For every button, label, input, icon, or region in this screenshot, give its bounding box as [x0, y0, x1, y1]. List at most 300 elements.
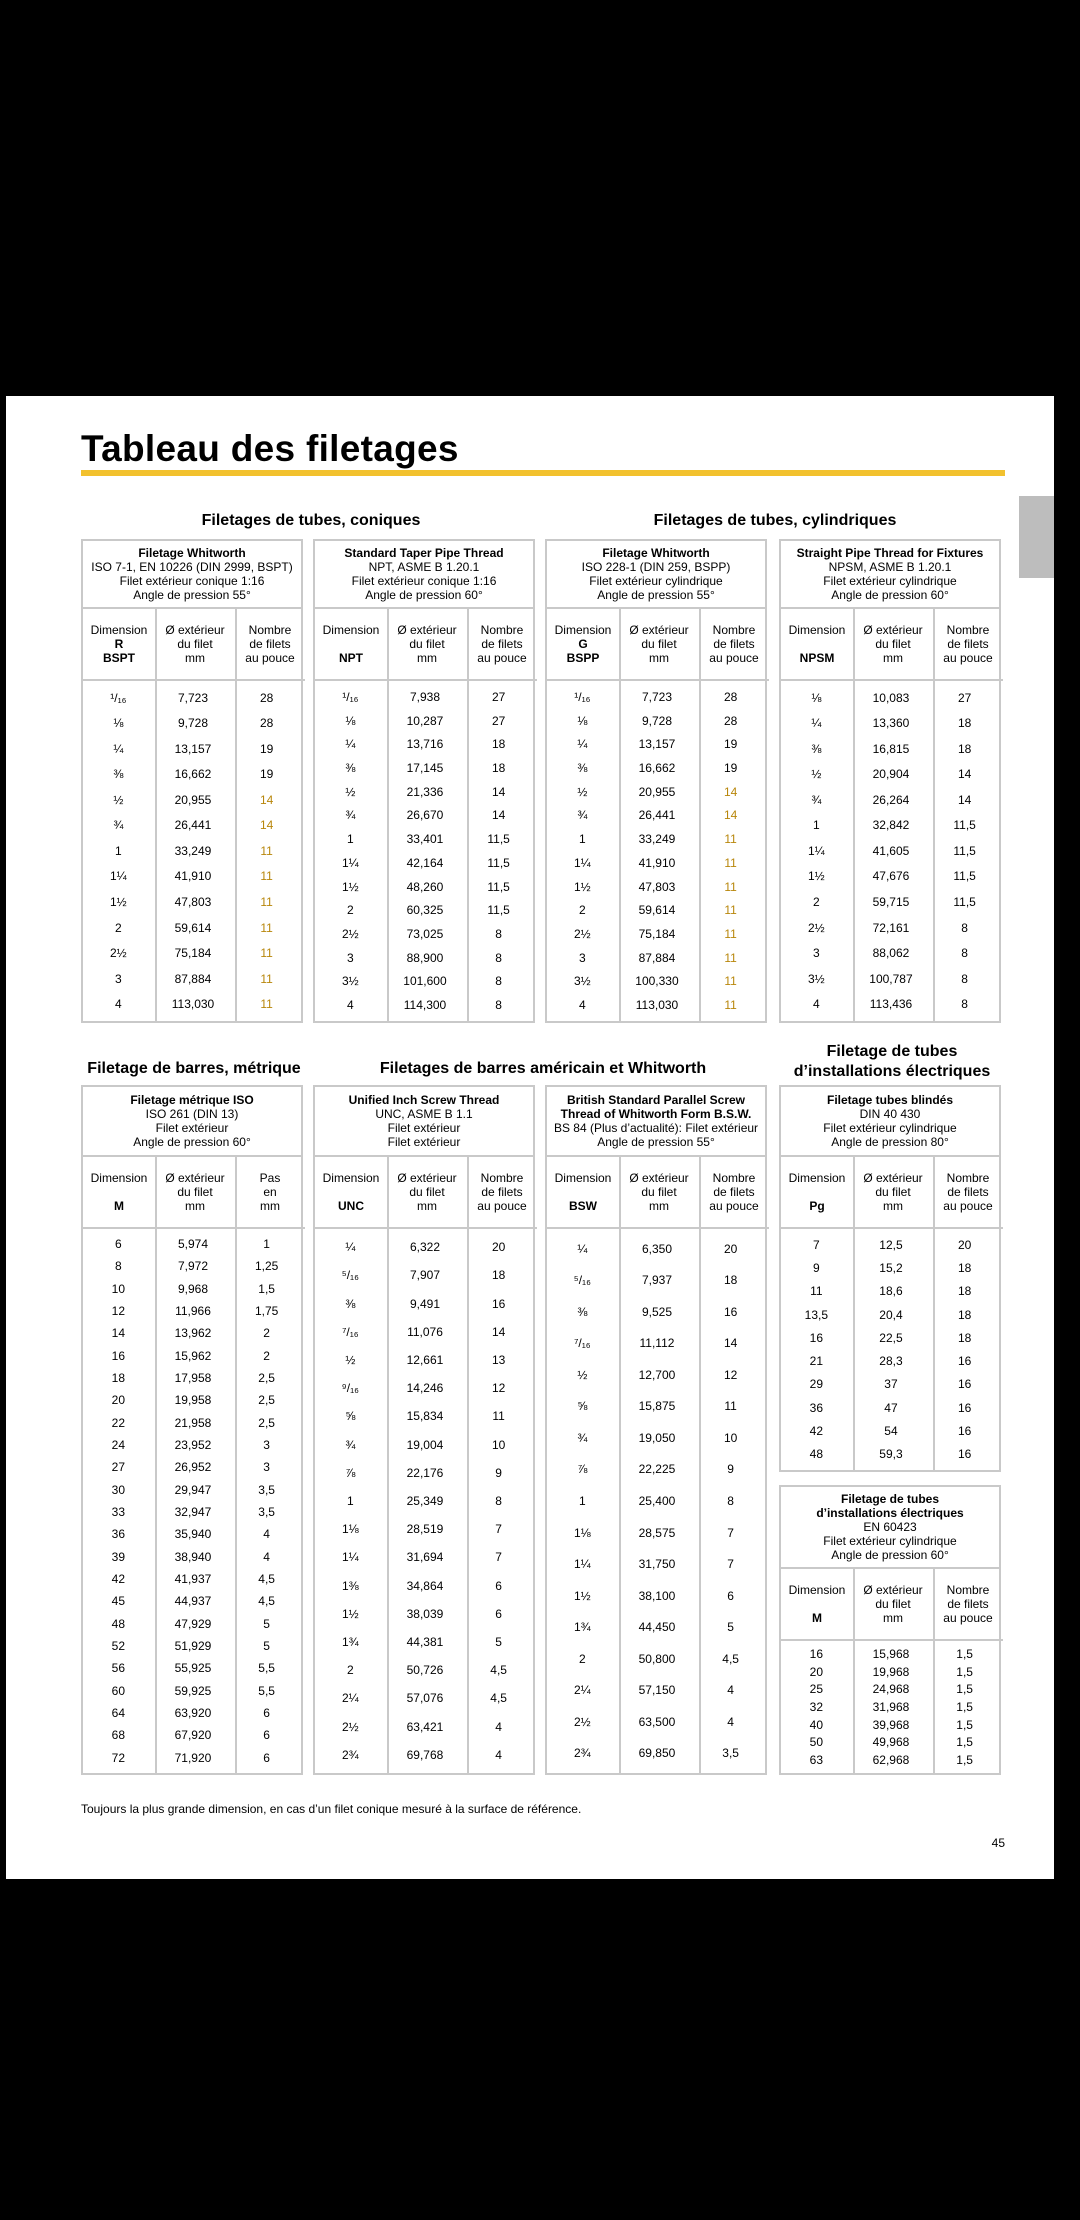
table-cell: 48 [111, 1616, 126, 1631]
footnote: Toujours la plus grande dimension, en cas d’un filet conique mesuré à la surface de référence. [81, 1802, 582, 1816]
table-cell: 1 [115, 843, 122, 858]
column-header-line: Nombre [946, 1583, 990, 1597]
table-row [315, 1712, 533, 1740]
table-row [83, 1702, 301, 1724]
table-cell: 28 [259, 716, 274, 731]
table-row [315, 1233, 533, 1261]
table-cell: 12 [491, 1381, 506, 1396]
table-cell: 4 [263, 1549, 270, 1564]
table-cell: 8 [495, 974, 502, 989]
table-cell: 33,401 [406, 832, 444, 847]
table-cell: ¹/₁₆ [574, 689, 591, 704]
column-header-line: BSPP [566, 651, 600, 665]
table-header-line: Filet extérieur [155, 1121, 229, 1135]
table-cell: 2½ [574, 1714, 591, 1729]
table-cell: 17,958 [174, 1371, 212, 1386]
table-cell: 1 [579, 832, 586, 847]
table-cell: 18 [957, 1307, 972, 1322]
table-cell: 34,864 [406, 1578, 444, 1593]
table-row [781, 1326, 999, 1349]
table-header-line: ISO 261 (DIN 13) [145, 1107, 239, 1121]
table-cell: ⁵/₁₆ [573, 1273, 591, 1288]
column-header [619, 1157, 699, 1229]
table-row [547, 685, 765, 709]
table-header-line: British Standard Parallel Screw [566, 1093, 746, 1107]
table-cell: 13 [491, 1352, 506, 1367]
table-cell: 63,500 [638, 1714, 676, 1729]
table-row [315, 922, 533, 946]
table-cell: 7 [495, 1550, 502, 1565]
table-cell: 27 [491, 713, 506, 728]
table-cell: ¹/₁₆ [110, 690, 127, 705]
table-row [547, 1296, 765, 1328]
column-header [933, 609, 1003, 681]
table-row [315, 851, 533, 875]
table-row [83, 1546, 301, 1568]
column-header-line: du filet [875, 637, 911, 651]
table-cell: 18 [957, 716, 972, 731]
table-row [83, 1724, 301, 1746]
table-cell: 62,968 [872, 1753, 910, 1768]
table-cell: 9,728 [177, 716, 208, 731]
table-cell: 4 [347, 998, 354, 1013]
table-cell: ¾ [577, 808, 588, 823]
table-header-line: Filet extérieur [387, 1135, 461, 1149]
column-header-line: mm [417, 651, 437, 665]
table-row [547, 1485, 765, 1517]
table-cell: 3,5 [258, 1482, 275, 1497]
table-header-line: Filetage métrique ISO [130, 1093, 254, 1107]
table-row [83, 1300, 301, 1322]
table-cell: ¾ [113, 818, 124, 833]
table-cell: 2,5 [258, 1393, 275, 1408]
table-cell: 13,5 [804, 1307, 829, 1322]
table-header-line: Angle de pression 60° [133, 1135, 251, 1149]
table-cell: ⅜ [811, 741, 822, 756]
table-row [547, 875, 765, 899]
table-cell: 16,662 [174, 767, 212, 782]
table-cell: 4,5 [490, 1691, 507, 1706]
table-row [781, 1373, 999, 1396]
table-cell: 16 [957, 1377, 972, 1392]
table-cell: 1 [263, 1237, 270, 1252]
table-cell: 44,381 [406, 1634, 444, 1649]
table-cell: 27 [957, 690, 972, 705]
table-cell: 114,300 [403, 998, 447, 1013]
table-cell: 33,249 [638, 832, 676, 847]
table-cell: 71,920 [174, 1750, 212, 1765]
table-cell: ½ [577, 1367, 588, 1382]
table-row [315, 1374, 533, 1402]
table-cell: 6 [263, 1750, 270, 1765]
table-cell: 7,723 [641, 689, 672, 704]
table-row [781, 1680, 999, 1698]
table-cell: 16 [809, 1330, 824, 1345]
table-cell: 14,246 [406, 1381, 444, 1396]
table-header-line: Filet extérieur cylindrique [823, 1121, 957, 1135]
table-cell: 28 [723, 713, 738, 728]
table-cell: 19 [259, 741, 274, 756]
table-row [83, 1635, 301, 1657]
table-row [83, 736, 301, 762]
table-row [547, 1265, 765, 1297]
table-row [781, 889, 999, 915]
table-row [547, 922, 765, 946]
table-cell: 5 [263, 1616, 270, 1631]
table-cell: 15,875 [638, 1399, 676, 1414]
table-row [83, 1345, 301, 1367]
table-header-line: Angle de pression 60° [831, 588, 949, 602]
table-cell: 1 [813, 818, 820, 833]
table-cell: 60,325 [406, 903, 444, 918]
table-cell: 50,726 [406, 1663, 444, 1678]
table-cell: 1½ [342, 879, 359, 894]
table-cell: 3 [813, 946, 820, 961]
table-cell: 16 [957, 1424, 972, 1439]
table-header-line: Filet extérieur cylindrique [823, 1534, 957, 1548]
table-row [83, 940, 301, 966]
column-header [387, 609, 467, 681]
table-cell: 1½ [808, 869, 825, 884]
table-row [547, 1233, 765, 1265]
column-header [853, 1157, 933, 1229]
table-row [547, 1674, 765, 1706]
table-cell: 12 [111, 1304, 126, 1319]
table-cell: 18 [723, 1273, 738, 1288]
table-cell: 47,676 [872, 869, 910, 884]
column-header-line: de filets [947, 1597, 989, 1611]
table-row [547, 1580, 765, 1612]
column-header-line: mm [883, 1199, 903, 1213]
table-cell: 26,670 [406, 808, 444, 823]
table-cell: ¼ [113, 741, 124, 756]
column-header-line: au pouce [477, 1199, 527, 1213]
table-cell: 7,723 [177, 690, 208, 705]
table-cell: 20 [957, 1237, 972, 1252]
column-header-line: Dimension [554, 1171, 612, 1185]
table-cell: 1,5 [956, 1700, 973, 1715]
table-cell: 52 [111, 1639, 126, 1654]
table-cell: 69,850 [638, 1746, 676, 1761]
table-cell: 7,972 [177, 1259, 208, 1274]
table-row [83, 1412, 301, 1434]
table-cell: 11,076 [407, 1324, 443, 1339]
table-row [315, 1515, 533, 1543]
table-cell: ½ [345, 1352, 356, 1367]
table-cell: 5,974 [177, 1237, 208, 1252]
table-cell: 1½ [110, 895, 127, 910]
table-cell: 9,728 [641, 713, 672, 728]
table-cell: 11,5 [487, 903, 510, 918]
column-header [853, 609, 933, 681]
table-row [83, 991, 301, 1017]
table-header [781, 541, 999, 609]
table-row [83, 966, 301, 992]
table-row [781, 685, 999, 711]
table-cell: 2 [347, 903, 354, 918]
table-cell: 10,083 [872, 690, 910, 705]
column-header-line: Dimension [322, 1171, 380, 1185]
table-cell: ¼ [345, 737, 356, 752]
column-header-line: M [114, 1199, 124, 1213]
table-body [83, 1233, 301, 1769]
table-cell: 8 [961, 946, 968, 961]
table-cell: ⁹/₁₆ [341, 1381, 360, 1396]
table-cell: 11 [724, 879, 737, 894]
table-cell: ⅜ [577, 1304, 588, 1319]
column-header [933, 1157, 1003, 1229]
table-header-line: Filetage de tubes [840, 1492, 940, 1506]
table-cell: 27 [111, 1460, 126, 1475]
column-header [155, 609, 235, 681]
table-cell: 29,947 [174, 1482, 212, 1497]
table-row [315, 1656, 533, 1684]
table-cell: 14 [259, 818, 274, 833]
table-cell: 26,264 [872, 792, 910, 807]
table-cell: 1,5 [956, 1753, 973, 1768]
table-cell: 5 [495, 1634, 502, 1649]
table-header-line: Angle de pression 55° [597, 1135, 715, 1149]
table-cell: 16 [957, 1354, 972, 1369]
table-cell: 13,157 [174, 741, 212, 756]
column-header-line: de filets [481, 1185, 523, 1199]
table-cell: 4,5 [490, 1663, 507, 1678]
table-row [315, 1346, 533, 1374]
table-cell: 3,5 [258, 1505, 275, 1520]
table-cell: 15,968 [872, 1646, 910, 1661]
table-body [83, 685, 301, 1017]
column-header [781, 609, 853, 681]
table-cell: 39 [111, 1549, 126, 1564]
table-cell: ½ [577, 784, 588, 799]
column-header-line: au pouce [943, 651, 993, 665]
table-row [83, 1657, 301, 1679]
table-cell: 1¾ [342, 1634, 359, 1649]
table-row [315, 685, 533, 709]
table-cell: 38,100 [638, 1588, 676, 1603]
column-header-line: Ø extérieur [397, 623, 457, 637]
column-header [155, 1157, 235, 1229]
column-header-line: BSPT [102, 651, 135, 665]
table-cell: 14 [491, 808, 506, 823]
table-row [547, 1359, 765, 1391]
table-cell: 1,5 [956, 1664, 973, 1679]
section-title-americain: Filetages de barres américain et Whitworth [379, 1060, 707, 1077]
table-cell: 12,5 [879, 1237, 903, 1252]
table-cell: 20,904 [872, 767, 910, 782]
table-cell: 6 [115, 1237, 122, 1252]
table-body [547, 685, 765, 1017]
table-header-line: Angle de pression 55° [133, 588, 251, 602]
table-cell: 6 [727, 1588, 734, 1603]
column-header [235, 609, 305, 681]
table-cell: 11 [260, 946, 273, 961]
table-row [83, 1278, 301, 1300]
table-cell: 36 [809, 1400, 824, 1415]
table-row [547, 1738, 765, 1770]
table-cell: 16,662 [638, 761, 676, 776]
table-row [83, 1434, 301, 1456]
table-cell: 20,4 [879, 1307, 903, 1322]
table-row [83, 838, 301, 864]
table-header-line: Thread of Whitworth Form B.S.W. [560, 1107, 752, 1121]
table-header-line: DIN 40 430 [859, 1107, 921, 1121]
table-cell: 31,968 [872, 1700, 910, 1715]
table-cell: 28 [723, 689, 738, 704]
table-cell: 1¼ [342, 855, 359, 870]
table-cell: 31,750 [638, 1557, 676, 1572]
column-header-line: au pouce [709, 1199, 759, 1213]
table-row [315, 898, 533, 922]
table-cell: 113,436 [869, 997, 913, 1012]
table-row [547, 1422, 765, 1454]
table-row [83, 813, 301, 839]
table-row [315, 1628, 533, 1656]
table-row [781, 1303, 999, 1326]
column-header-line: au pouce [943, 1199, 993, 1213]
table-row [83, 1233, 301, 1255]
table-cell: ⁷/₁₆ [574, 1336, 591, 1351]
table-cell: 14 [957, 792, 972, 807]
table-cell: ¾ [345, 1437, 356, 1452]
table-cell: 13,157 [638, 737, 676, 752]
table-cell: 64 [111, 1706, 126, 1721]
table-cell: 22,176 [406, 1465, 444, 1480]
table-cell: 11 [260, 843, 273, 858]
table-row [315, 1487, 533, 1515]
table-row [781, 736, 999, 762]
side-tab-marker [1019, 496, 1054, 578]
table-row [781, 915, 999, 941]
table-cell: ¼ [345, 1240, 356, 1255]
table-row [781, 1280, 999, 1303]
table-row [547, 1328, 765, 1360]
table-body [781, 685, 999, 1017]
table-cell: 4,5 [258, 1594, 275, 1609]
table-cell: 38,039 [406, 1606, 444, 1621]
table-cell: 1 [347, 832, 354, 847]
column-header-line: au pouce [943, 1611, 993, 1625]
table-header-line: BS 84 (Plus d’actualité): Filet extérieur [553, 1121, 759, 1135]
table-header-line: Filet extérieur cylindrique [589, 574, 723, 588]
table-cell: 11 [724, 855, 737, 870]
table-cell: 75,184 [174, 946, 212, 961]
table-body [315, 685, 533, 1017]
table-cell: 9 [727, 1462, 734, 1477]
table-cell: 88,900 [406, 950, 444, 965]
table-cell: 2 [579, 1651, 586, 1666]
table-cell: 3½ [808, 971, 825, 986]
table-cell: 68 [111, 1728, 126, 1743]
table-cell: 15,2 [879, 1260, 903, 1275]
table-cell: 7 [495, 1522, 502, 1537]
table-row [547, 898, 765, 922]
table-row [781, 1443, 999, 1466]
table-row [315, 1430, 533, 1458]
column-header-line: Nombre [712, 1171, 756, 1185]
table-row [83, 1456, 301, 1478]
table-cell: 22,5 [879, 1330, 903, 1345]
table-row [83, 889, 301, 915]
column-header-line: Dimension [90, 623, 148, 637]
table-cell: 27 [491, 689, 506, 704]
table-cell: 1 [347, 1493, 354, 1508]
table-cell: 72,161 [872, 920, 910, 935]
table-cell: 2,5 [258, 1371, 275, 1386]
column-header-line: de filets [713, 637, 755, 651]
table-cell: 40 [809, 1717, 824, 1732]
table-cell: 11 [260, 997, 273, 1012]
table-cell: 11,5 [487, 879, 510, 894]
section-title-cylindriques: Filetages de tubes, cylindriques [653, 512, 897, 529]
column-header-line: du filet [177, 637, 213, 651]
table-cell: 88,062 [872, 946, 910, 961]
table-header [781, 1487, 999, 1569]
table-cell: 17,145 [406, 761, 444, 776]
table-cell: 1,75 [254, 1304, 279, 1319]
column-header-line: Nombre [248, 623, 292, 637]
table-row [315, 946, 533, 970]
table-cell: 113,030 [635, 998, 679, 1013]
table-cell: 11 [724, 832, 737, 847]
column-header-line: au pouce [245, 651, 295, 665]
table-cell: 1¾ [574, 1620, 591, 1635]
table-cell: 25,349 [406, 1493, 444, 1508]
table-cell: 13,360 [872, 716, 910, 731]
table-header-line: EN 60423 [863, 1520, 917, 1534]
table-cell: 42 [809, 1424, 824, 1439]
table-cell: 4 [263, 1527, 270, 1542]
table-cell: 12,661 [406, 1352, 444, 1367]
table-cell: 73,025 [406, 927, 444, 942]
table-cell: 25,400 [638, 1494, 676, 1509]
table-row [781, 864, 999, 890]
table-body [547, 1233, 765, 1769]
table-header-line: Filetage tubes blindés [826, 1093, 954, 1107]
table-cell: 1,25 [254, 1259, 279, 1274]
table-cell: 11 [724, 950, 737, 965]
table-cell: 3½ [574, 974, 591, 989]
table-header-line: ISO 228-1 (DIN 259, BSPP) [581, 560, 731, 574]
table-cell: 3 [347, 950, 354, 965]
table-cell: 24,968 [872, 1682, 910, 1697]
table-cell: 6,322 [409, 1240, 440, 1255]
table-header-line: Angle de pression 60° [831, 1548, 949, 1562]
table-header [315, 541, 533, 609]
section-title-coniques: Filetages de tubes, coniques [201, 512, 421, 529]
table-cell: ½ [345, 784, 356, 799]
thread-table-npsm [779, 539, 1001, 1023]
table-cell: 26,952 [174, 1460, 212, 1475]
table-cell: 18 [491, 761, 506, 776]
table-cell: 2½ [342, 927, 359, 942]
table-cell: 20 [491, 1240, 506, 1255]
table-cell: 75,184 [638, 927, 676, 942]
column-header-line: NPSM [799, 651, 835, 665]
table-cell: 4,5 [258, 1572, 275, 1587]
table-cell: 8 [495, 950, 502, 965]
table-cell: 7,907 [409, 1268, 440, 1283]
column-header [933, 1569, 1003, 1641]
table-cell: 9 [495, 1465, 502, 1480]
table-header-line: Angle de pression 60° [365, 588, 483, 602]
table-cell: 1,5 [956, 1735, 973, 1750]
table-cell: 12,700 [638, 1367, 676, 1382]
table-cell: 41,910 [638, 855, 676, 870]
table-row [83, 1523, 301, 1545]
table-header-line: Filet extérieur [387, 1121, 461, 1135]
table-cell: 48 [809, 1447, 824, 1462]
